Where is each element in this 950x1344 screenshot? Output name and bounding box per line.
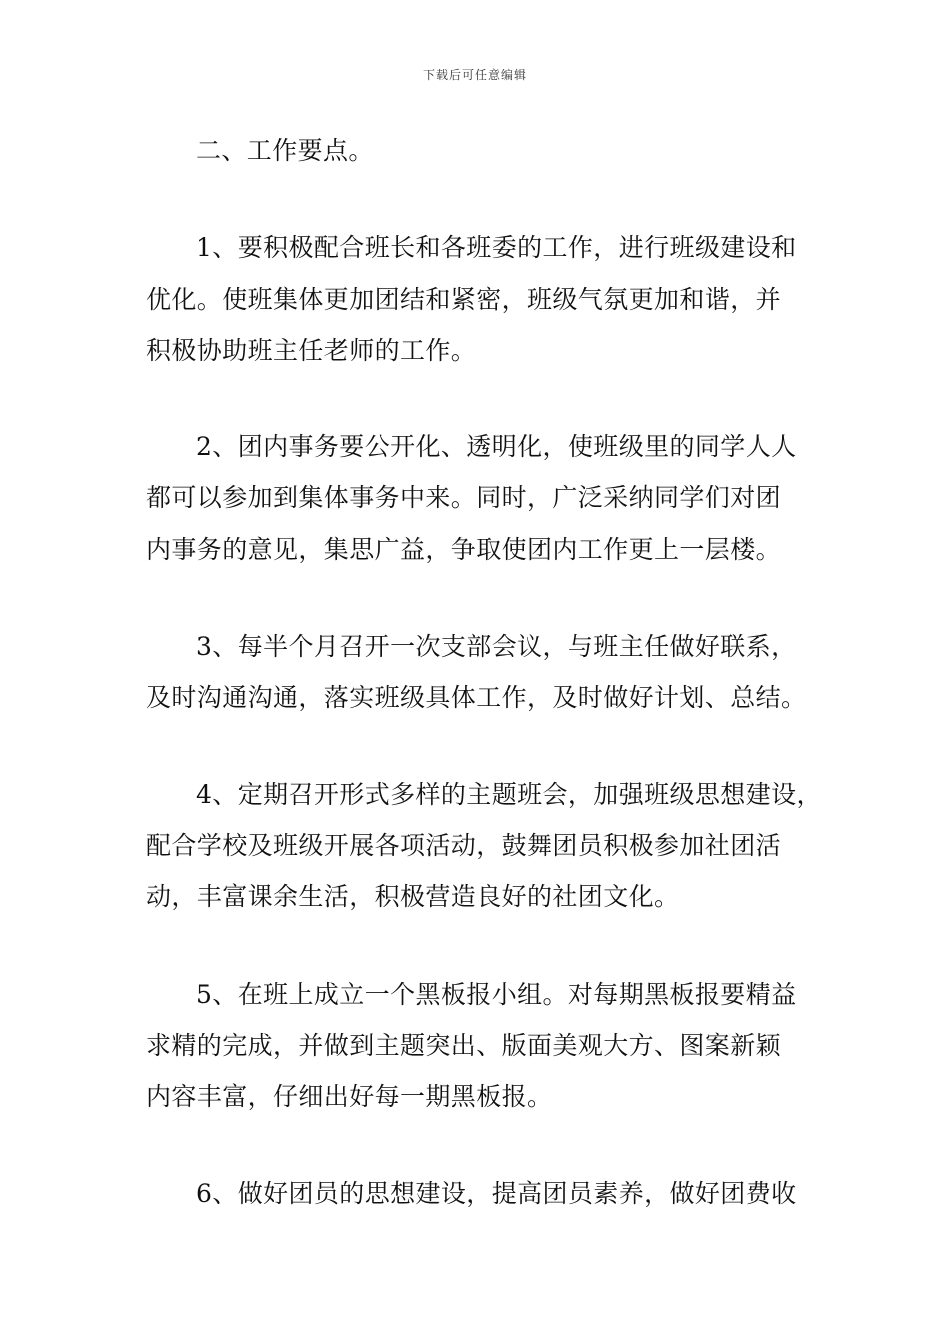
paragraph-line: 求精的完成，并做到主题突出、版面美观大方、图案新颖 — [146, 1031, 782, 1060]
paragraph-line: 6、做好团员的思想建设，提高团员素养，做好团费收 — [196, 1179, 797, 1208]
paragraph-line: 5、在班上成立一个黑板报小组。对每期黑板报要精益 — [196, 980, 797, 1009]
paragraph-line: 3、每半个月召开一次支部会议，与班主任做好联系， — [196, 632, 797, 661]
paragraph-line: 积极协助班主任老师的工作。 — [146, 336, 477, 365]
paragraph-line: 及时沟通沟通，落实班级具体工作，及时做好计划、总结。 — [146, 683, 807, 712]
section-heading: 二、工作要点。 — [196, 136, 374, 165]
paragraph-line: 都可以参加到集体事务中来。同时，广泛采纳同学们对团 — [146, 483, 782, 512]
paragraph-line: 2、团内事务要公开化、透明化，使班级里的同学人人 — [196, 432, 797, 461]
paragraph-line: 优化。使班集体更加团结和紧密，班级气氛更加和谐，并 — [146, 285, 782, 314]
paragraph-line: 4、定期召开形式多样的主题班会，加强班级思想建设， — [196, 780, 822, 809]
paragraph-line: 内事务的意见，集思广益，争取使团内工作更上一层楼。 — [146, 535, 782, 564]
paragraph-line: 1、要积极配合班长和各班委的工作，进行班级建设和 — [196, 233, 797, 262]
paragraph-line: 动，丰富课余生活，积极营造良好的社团文化。 — [146, 882, 680, 911]
paragraph-line: 配合学校及班级开展各项活动，鼓舞团员积极参加社团活 — [146, 831, 782, 860]
paragraph-line: 内容丰富，仔细出好每一期黑板报。 — [146, 1082, 553, 1111]
page-header: 下载后可任意编辑 — [422, 68, 527, 82]
